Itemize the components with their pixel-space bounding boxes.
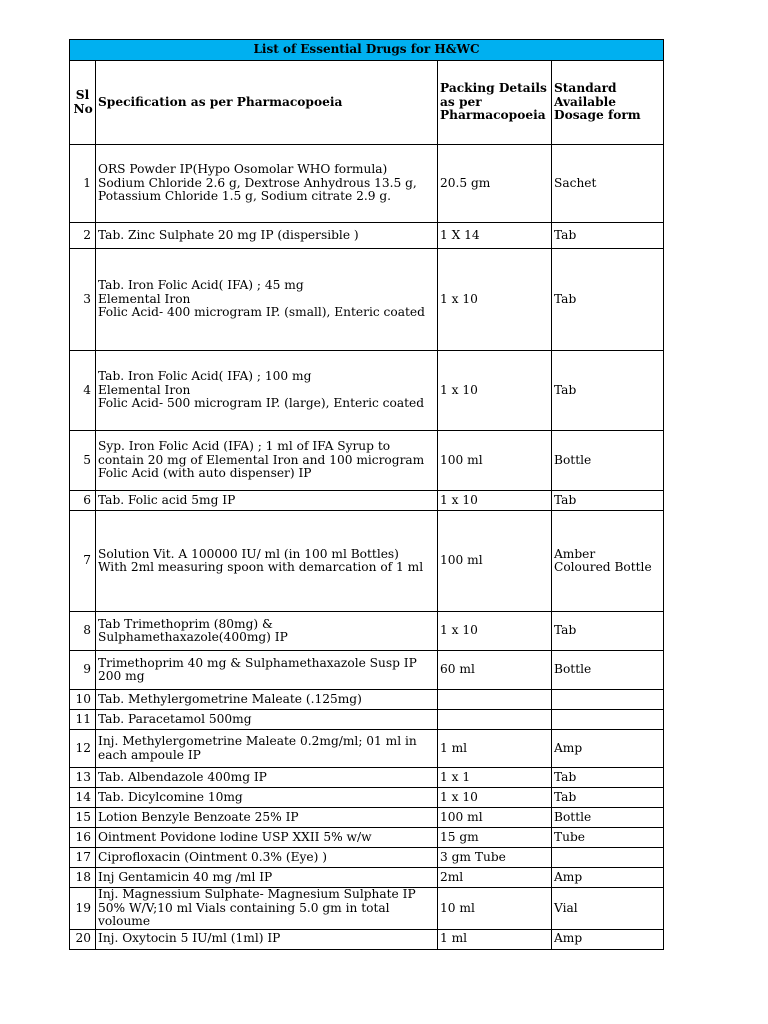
- row-sl-no: 7: [70, 511, 96, 612]
- table-row: [70, 768, 664, 788]
- row-dosage-form: Tube: [552, 828, 664, 848]
- table-row: [70, 808, 664, 828]
- row-sl-no: 17: [70, 848, 96, 868]
- header-packing-details: Packing Details as per Pharmacopoeia: [438, 61, 552, 145]
- row-packing: 2ml: [438, 868, 552, 888]
- row-packing: 100 ml: [438, 431, 552, 491]
- row-specification: Ciprofloxacin (Ointment 0.3% (Eye) ): [96, 848, 438, 868]
- row-packing: 100 ml: [438, 511, 552, 612]
- row-dosage-form: [552, 690, 664, 710]
- row-packing: 1 x 10: [438, 249, 552, 351]
- row-sl-no: 15: [70, 808, 96, 828]
- row-dosage-form: Vial: [552, 888, 664, 930]
- row-specification: ORS Powder IP(Hypo Osomolar WHO formula) Sodium Chloride 2.6 g, Dextrose Anhydrous 13.5 g, Potassium Chloride 1.5 g, Sodium citrate 2.9 g.: [96, 145, 438, 223]
- row-packing: 1 ml: [438, 730, 552, 768]
- row-dosage-form: Tab: [552, 768, 664, 788]
- row-sl-no: 12: [70, 730, 96, 768]
- row-sl-no: 1: [70, 145, 96, 223]
- row-sl-no: 8: [70, 612, 96, 651]
- row-packing: 1 x 10: [438, 788, 552, 808]
- table-row: [70, 223, 664, 249]
- row-specification: Trimethoprim 40 mg & Sulphamethaxazole Susp IP 200 mg: [96, 651, 438, 690]
- row-packing: 10 ml: [438, 888, 552, 930]
- row-specification: Inj. Methylergometrine Maleate 0.2mg/ml; 01 ml in each ampoule IP: [96, 730, 438, 768]
- row-dosage-form: Bottle: [552, 651, 664, 690]
- header-dosage-form: Standard Available Dosage form: [552, 61, 664, 145]
- row-specification: Tab. Iron Folic Acid( IFA) ; 100 mg Elemental Iron Folic Acid- 500 microgram IP. (large), Enteric coated: [96, 351, 438, 431]
- row-sl-no: 18: [70, 868, 96, 888]
- row-sl-no: 20: [70, 929, 96, 949]
- table-row: [70, 145, 664, 223]
- row-packing: 20.5 gm: [438, 145, 552, 223]
- row-sl-no: 3: [70, 249, 96, 351]
- row-dosage-form: [552, 710, 664, 730]
- row-packing: 1 ml: [438, 929, 552, 949]
- table-row: [70, 888, 664, 930]
- row-packing: 1 x 10: [438, 491, 552, 511]
- row-specification: Tab. Paracetamol 500mg: [96, 710, 438, 730]
- header-sl-no-label: Sl No: [73, 88, 93, 116]
- row-packing: 1 x 1: [438, 768, 552, 788]
- table-row: [70, 868, 664, 888]
- table-row: [70, 491, 664, 511]
- row-dosage-form: Bottle: [552, 808, 664, 828]
- row-specification: Tab. Zinc Sulphate 20 mg IP (dispersible ): [96, 223, 438, 249]
- row-sl-no: 4: [70, 351, 96, 431]
- table-row: [70, 431, 664, 491]
- row-packing: [438, 690, 552, 710]
- table-row: [70, 788, 664, 808]
- row-packing: 1 x 10: [438, 351, 552, 431]
- row-sl-no: 6: [70, 491, 96, 511]
- row-specification: Lotion Benzyle Benzoate 25% IP: [96, 808, 438, 828]
- title-row: [70, 40, 664, 61]
- table-row: [70, 929, 664, 949]
- table-row: [70, 710, 664, 730]
- header-row: [70, 61, 664, 145]
- row-sl-no: 10: [70, 690, 96, 710]
- row-packing: [438, 710, 552, 730]
- header-sl-no: [70, 61, 96, 145]
- table-row: [70, 828, 664, 848]
- row-specification: Solution Vit. A 100000 IU/ ml (in 100 ml Bottles) With 2ml measuring spoon with demarcation of 1 ml: [96, 511, 438, 612]
- row-sl-no: 16: [70, 828, 96, 848]
- header-specification: Specification as per Pharmacopoeia: [96, 61, 438, 145]
- row-specification: Inj Gentamicin 40 mg /ml IP: [96, 868, 438, 888]
- row-sl-no: 13: [70, 768, 96, 788]
- row-dosage-form: Amber Coloured Bottle: [552, 511, 664, 612]
- row-sl-no: 9: [70, 651, 96, 690]
- row-dosage-form: Tab: [552, 351, 664, 431]
- row-dosage-form: Amp: [552, 868, 664, 888]
- row-dosage-form: [552, 848, 664, 868]
- row-specification: Ointment Povidone lodine USP XXII 5% w/w: [96, 828, 438, 848]
- table-row: [70, 848, 664, 868]
- row-dosage-form: Bottle: [552, 431, 664, 491]
- row-sl-no: 11: [70, 710, 96, 730]
- row-dosage-form: Sachet: [552, 145, 664, 223]
- row-dosage-form: Tab: [552, 249, 664, 351]
- table-row: [70, 612, 664, 651]
- row-sl-no: 2: [70, 223, 96, 249]
- row-specification: Inj. Oxytocin 5 IU/ml (1ml) IP: [96, 929, 438, 949]
- row-packing: 1 x 10: [438, 612, 552, 651]
- row-specification: Tab. Folic acid 5mg IP: [96, 491, 438, 511]
- row-packing: 60 ml: [438, 651, 552, 690]
- row-dosage-form: Tab: [552, 788, 664, 808]
- row-sl-no: 14: [70, 788, 96, 808]
- table-row: [70, 249, 664, 351]
- row-specification: Tab Trimethoprim (80mg) & Sulphamethaxazole(400mg) IP: [96, 612, 438, 651]
- row-specification: Tab. Dicylcomine 10mg: [96, 788, 438, 808]
- row-sl-no: 5: [70, 431, 96, 491]
- table-row: [70, 651, 664, 690]
- table-row: [70, 351, 664, 431]
- table-row: [70, 690, 664, 710]
- row-specification: Tab. Albendazole 400mg IP: [96, 768, 438, 788]
- row-packing: 15 gm: [438, 828, 552, 848]
- row-specification: Tab. Iron Folic Acid( IFA) ; 45 mg Elemental Iron Folic Acid- 400 microgram IP. (small), Enteric coated: [96, 249, 438, 351]
- table-body: [70, 145, 664, 950]
- row-sl-no: 19: [70, 888, 96, 930]
- row-packing: 1 X 14: [438, 223, 552, 249]
- row-specification: Inj. Magnessium Sulphate- Magnesium Sulphate IP 50% W/V;10 ml Vials containing 5.0 gm in total voloume: [96, 888, 438, 930]
- row-specification: Tab. Methylergometrine Maleate (.125mg): [96, 690, 438, 710]
- row-specification: Syp. Iron Folic Acid (IFA) ; 1 ml of IFA Syrup to contain 20 mg of Elemental Iron and 100 microgram Folic Acid (with auto dispenser) IP: [96, 431, 438, 491]
- essential-drugs-table: [69, 39, 664, 950]
- row-dosage-form: Tab: [552, 223, 664, 249]
- row-dosage-form: Tab: [552, 612, 664, 651]
- row-dosage-form: Amp: [552, 730, 664, 768]
- row-packing: 100 ml: [438, 808, 552, 828]
- table-row: [70, 730, 664, 768]
- row-dosage-form: Amp: [552, 929, 664, 949]
- row-dosage-form: Tab: [552, 491, 664, 511]
- table-title: List of Essential Drugs for H&WC: [70, 40, 664, 61]
- row-packing: 3 gm Tube: [438, 848, 552, 868]
- table-row: [70, 511, 664, 612]
